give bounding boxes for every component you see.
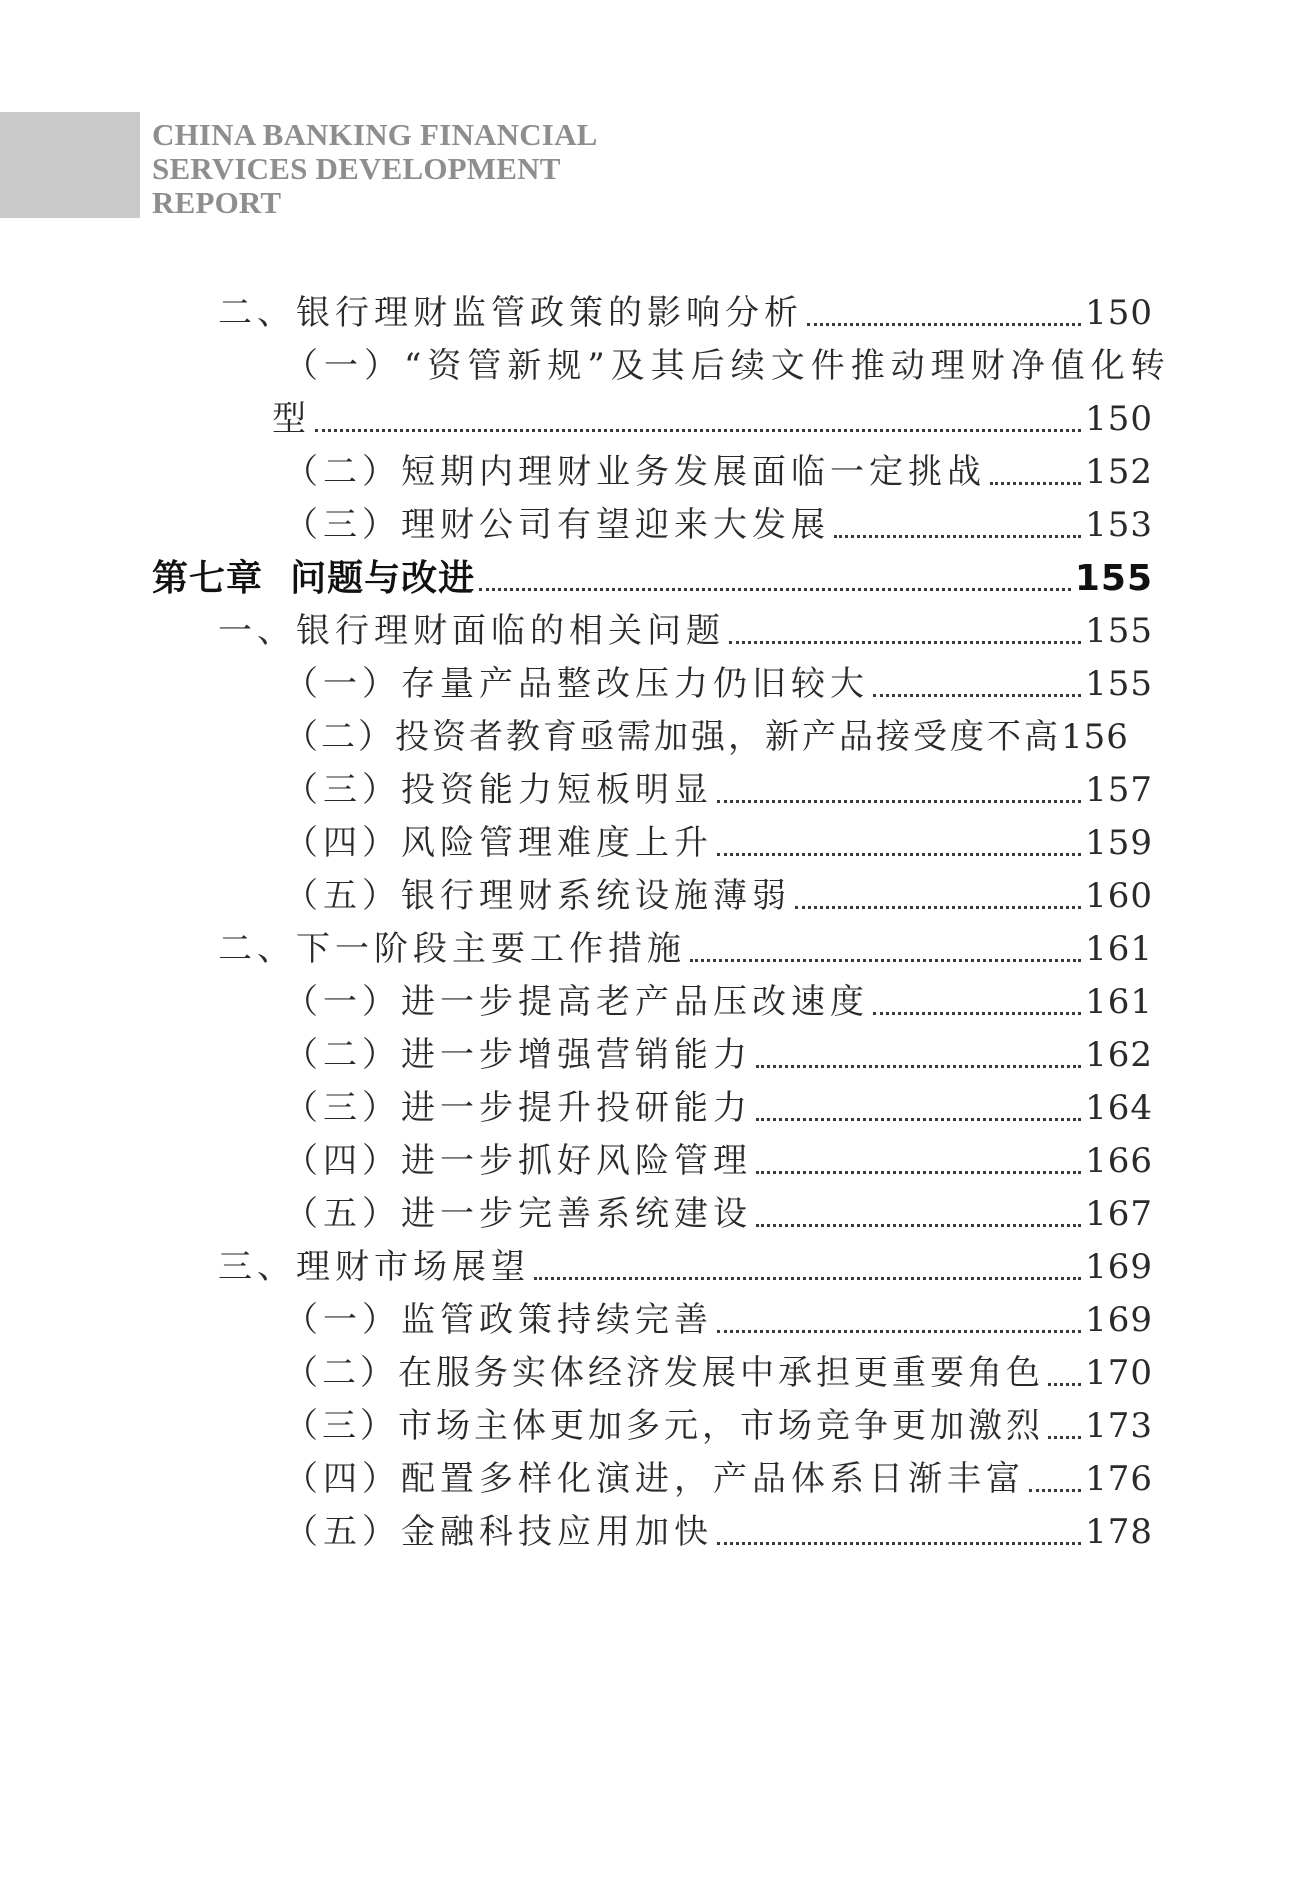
toc-entry-title: （五）进一步完善系统建设 bbox=[284, 1194, 752, 1234]
toc-entry[interactable] bbox=[218, 1241, 1153, 1294]
leader-dots bbox=[690, 959, 1081, 962]
toc-chapter[interactable] bbox=[152, 552, 1153, 605]
toc-entry-title: （三）进一步提升投研能力 bbox=[284, 1088, 752, 1128]
toc-entry-page: 169 bbox=[1085, 1247, 1153, 1287]
toc-entry-page: 155 bbox=[1085, 664, 1153, 704]
leader-dots bbox=[1029, 1489, 1081, 1492]
toc-entry-page: 159 bbox=[1085, 823, 1153, 863]
toc-entry[interactable] bbox=[284, 976, 1153, 1029]
toc-entry-page: 157 bbox=[1085, 770, 1153, 810]
toc-entry[interactable] bbox=[284, 1029, 1153, 1082]
toc-entry-title: （四）配置多样化演进，产品体系日渐丰富 bbox=[284, 1459, 1025, 1499]
toc-chapter-page: 155 bbox=[1074, 558, 1153, 599]
toc-entry-title-cont: 型 bbox=[272, 399, 311, 439]
toc-entry[interactable] bbox=[284, 1400, 1153, 1453]
toc-entry[interactable] bbox=[284, 499, 1153, 552]
toc-entry-title: （五）金融科技应用加快 bbox=[284, 1512, 713, 1552]
toc-entry-title: （二）进一步增强营销能力 bbox=[284, 1035, 752, 1075]
leader-dots bbox=[479, 588, 1071, 591]
leader-dots bbox=[717, 1542, 1081, 1545]
leader-dots bbox=[717, 800, 1081, 803]
leader-dots bbox=[873, 1012, 1081, 1015]
leader-dots bbox=[756, 1065, 1081, 1068]
toc-entry-page: 153 bbox=[1085, 505, 1153, 545]
toc-entry-page: 173 bbox=[1085, 1406, 1153, 1446]
toc-entry-page: 162 bbox=[1085, 1035, 1153, 1075]
leader-dots bbox=[756, 1224, 1081, 1227]
toc-entry-page: 166 bbox=[1085, 1141, 1153, 1181]
toc-entry-title: （一）存量产品整改压力仍旧较大 bbox=[284, 664, 869, 704]
toc-entry-title: （三）投资能力短板明显 bbox=[284, 770, 713, 810]
leader-dots bbox=[795, 906, 1081, 909]
leader-dots bbox=[315, 429, 1081, 432]
toc-entry-page: 170 bbox=[1085, 1353, 1153, 1393]
toc-entry[interactable] bbox=[272, 393, 1153, 446]
toc-entry-title: （四）进一步抓好风险管理 bbox=[284, 1141, 752, 1181]
leader-dots bbox=[807, 323, 1081, 326]
toc-entry[interactable] bbox=[284, 1082, 1153, 1135]
toc-entry-page: 178 bbox=[1085, 1512, 1153, 1552]
report-title-line-2: SERVICES DEVELOPMENT bbox=[152, 151, 561, 186]
toc-entry-title: （一）进一步提高老产品压改速度 bbox=[284, 982, 869, 1022]
toc-entry[interactable] bbox=[284, 764, 1153, 817]
leader-dots bbox=[717, 1330, 1081, 1333]
leader-dots bbox=[756, 1171, 1081, 1174]
toc-entry-page: 160 bbox=[1085, 876, 1153, 916]
toc-entry[interactable] bbox=[218, 923, 1153, 976]
toc-entry[interactable] bbox=[284, 870, 1153, 923]
toc-entry-title: （二）在服务实体经济发展中承担更重要角色 bbox=[284, 1353, 1044, 1393]
toc-entry-title: 一、银行理财面临的相关问题 bbox=[218, 611, 725, 651]
toc-entry-page: 167 bbox=[1085, 1194, 1153, 1234]
leader-dots bbox=[729, 641, 1081, 644]
toc-entry-title: （三）市场主体更加多元，市场竞争更加激烈 bbox=[284, 1406, 1044, 1446]
toc-entry-page: 169 bbox=[1085, 1300, 1153, 1340]
report-title bbox=[152, 118, 598, 220]
toc-entry[interactable] bbox=[218, 605, 1153, 658]
toc-entry[interactable] bbox=[284, 1294, 1153, 1347]
toc-entry[interactable] bbox=[284, 1453, 1153, 1506]
toc-entry[interactable] bbox=[284, 1347, 1153, 1400]
toc-entry[interactable] bbox=[284, 817, 1153, 870]
toc-entry-title: （四）风险管理难度上升 bbox=[284, 823, 713, 863]
toc-entry-title: 三、理财市场展望 bbox=[218, 1247, 530, 1287]
toc-entry-page: 152 bbox=[1085, 452, 1153, 492]
leader-dots bbox=[717, 853, 1081, 856]
toc-entry-page: 164 bbox=[1085, 1088, 1153, 1128]
leader-dots bbox=[756, 1118, 1081, 1121]
toc-entry[interactable] bbox=[284, 1135, 1153, 1188]
toc-entry[interactable] bbox=[284, 446, 1153, 499]
leader-dots bbox=[990, 482, 1081, 485]
toc-entry-page: 155 bbox=[1085, 611, 1153, 651]
toc-entry-page: 161 bbox=[1085, 982, 1153, 1022]
report-title-line-3: REPORT bbox=[152, 185, 282, 220]
leader-dots bbox=[1048, 1436, 1081, 1439]
toc-entry-title: （二）投资者教育亟需加强，新产品接受度不高 bbox=[284, 717, 1061, 757]
leader-dots bbox=[534, 1277, 1081, 1280]
toc-entry-title: （五）银行理财系统设施薄弱 bbox=[284, 876, 791, 916]
leader-dots bbox=[873, 694, 1081, 697]
toc-entry-title: （二）短期内理财业务发展面临一定挑战 bbox=[284, 452, 986, 492]
toc-entry-page: 150 bbox=[1085, 399, 1153, 439]
toc-entry[interactable] bbox=[284, 1506, 1153, 1559]
toc-entry-title: （三）理财公司有望迎来大发展 bbox=[284, 505, 830, 545]
leader-dots bbox=[834, 535, 1081, 538]
report-title-line-1: CHINA BANKING FINANCIAL bbox=[152, 117, 598, 152]
toc-entry[interactable] bbox=[218, 287, 1153, 340]
toc-entry-title: （一）监管政策持续完善 bbox=[284, 1300, 713, 1340]
toc-entry[interactable] bbox=[284, 1188, 1153, 1241]
toc-entry-title: 二、银行理财监管政策的影响分析 bbox=[218, 293, 803, 333]
toc-entry-title: 二、下一阶段主要工作措施 bbox=[218, 929, 686, 969]
toc-entry-first-line[interactable]: （一）“资管新规”及其后续文件推动理财净值化转 bbox=[284, 346, 1171, 386]
toc-entry[interactable] bbox=[284, 711, 1153, 764]
header-gray-block bbox=[0, 112, 140, 218]
toc-entry-page: 156 bbox=[1061, 717, 1129, 757]
toc-chapter-title: 第七章 问题与改进 bbox=[152, 558, 476, 599]
toc-entry-page: 176 bbox=[1085, 1459, 1153, 1499]
toc-entry-page: 161 bbox=[1085, 929, 1153, 969]
toc-entry-page: 150 bbox=[1085, 293, 1153, 333]
leader-dots bbox=[1048, 1383, 1081, 1386]
toc-entry[interactable] bbox=[284, 658, 1153, 711]
